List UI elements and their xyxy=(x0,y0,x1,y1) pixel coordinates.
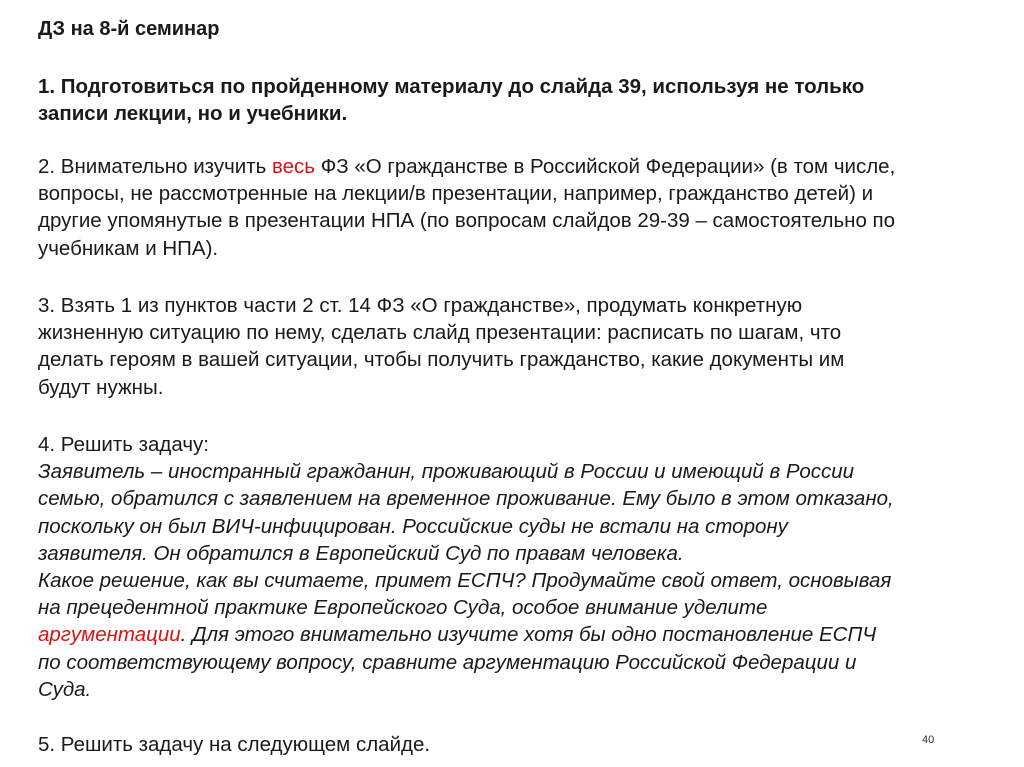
item-4-heading: 4. Решить задачу: xyxy=(38,433,209,456)
item-3-line-3: делать героям в вашей ситуации, чтобы получить гражданство, какие документы им xyxy=(38,348,845,372)
item-3-line-4: будут нужны. xyxy=(38,375,164,399)
item-2-line-2: вопросы, не рассмотренные на лекции/в презентации, например, гражданство детей) и xyxy=(38,182,874,206)
item-2-line-4: учебникам и НПА). xyxy=(38,236,219,260)
item-4-highlight: аргументации xyxy=(38,623,181,647)
task-line: Заявитель – иностранный гражданин, проживающий в России и имеющий в России xyxy=(38,460,855,484)
page-number: 40 xyxy=(922,734,935,746)
item-1-line-2: записи лекции, но и учебники. xyxy=(38,102,348,126)
item-4 xyxy=(38,431,998,703)
item-2-line-1 xyxy=(38,153,998,180)
item-2-line-3: другие упомянутые в презентации НПА (по вопросам слайдов 29-39 – самостоятельно по xyxy=(38,209,896,233)
item-1 xyxy=(38,73,998,127)
item-2-text-b: ФЗ «О гражданстве в Российской Федерации» (в том числе, xyxy=(315,155,896,178)
item-2 xyxy=(38,153,998,262)
task-line: на прецедентной практике Европейского Суда, особое внимание уделите xyxy=(38,596,768,620)
task-line: по соответствующему вопросу, сравните аргументацию Российской Федерации и xyxy=(38,650,857,674)
item-3-line-1: 3. Взять 1 из пунктов части 2 ст. 14 ФЗ «О гражданстве», продумать конкретную xyxy=(38,294,803,317)
item-4-after-highlight: . Для этого внимательно изучите хотя бы одно постановление ЕСПЧ xyxy=(180,623,877,647)
slide-title: ДЗ на 8-й семинар xyxy=(38,18,220,40)
item-5: 5. Решить задачу на следующем слайде. xyxy=(38,733,431,756)
item-3 xyxy=(38,292,998,401)
item-3-line-2: жизненную ситуацию по нему, сделать слайд презентации: расписать по шагам, что xyxy=(38,321,842,345)
task-line: Суда. xyxy=(38,677,92,701)
task-line: поскольку он был ВИЧ-инфицирован. Российские суды не встали на сторону xyxy=(38,514,788,538)
item-2-highlight: весь xyxy=(272,155,315,178)
item-1-line-1: 1. Подготовиться по пройденному материалу до слайда 39, используя не только xyxy=(38,75,865,98)
task-line: Какое решение, как вы считаете, примет ЕСПЧ? Продумайте свой ответ, основывая xyxy=(38,569,892,593)
task-line-highlight xyxy=(38,621,998,648)
item-2-text-a: 2. Внимательно изучить xyxy=(38,155,272,178)
task-line: семью, обратился с заявлением на временное проживание. Ему было в этом отказано, xyxy=(38,487,894,511)
task-line: заявителя. Он обратился в Европейский Суд по правам человека. xyxy=(38,541,684,565)
